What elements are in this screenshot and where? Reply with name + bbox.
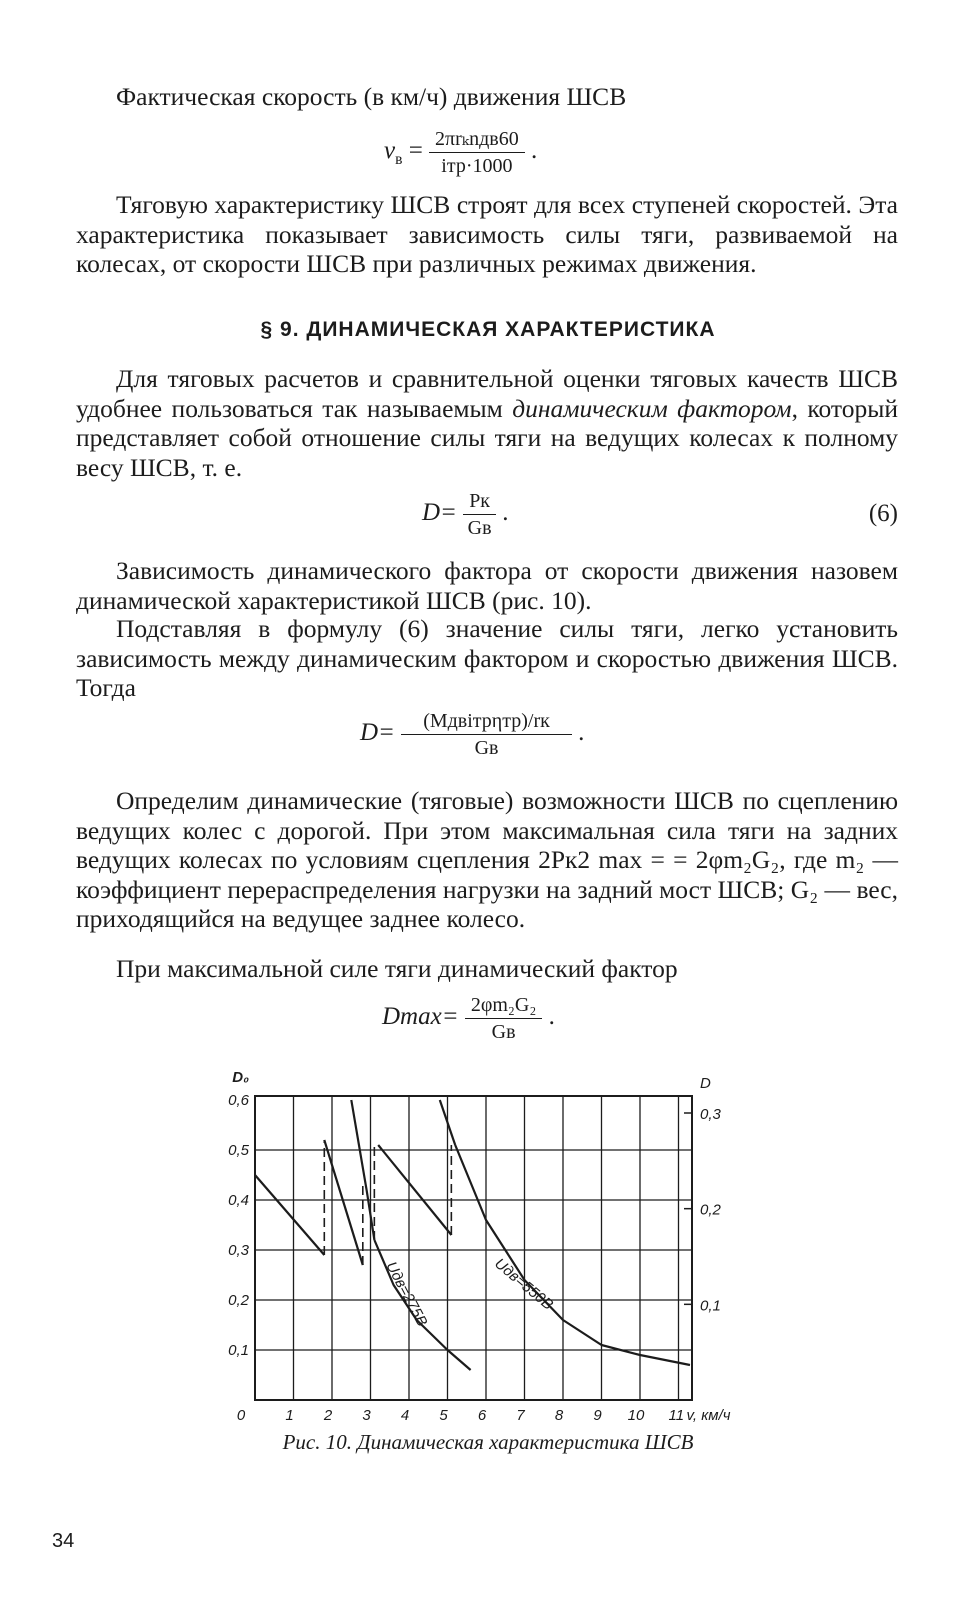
series-line bbox=[324, 1140, 363, 1265]
x-tick-label: 6 bbox=[477, 1407, 487, 1424]
x-tick-label: 10 bbox=[627, 1407, 645, 1424]
x-tick-label: 11 bbox=[668, 1407, 685, 1424]
paragraph-max-traction: При максимальной силе тяги динамический фактор bbox=[116, 954, 678, 983]
x-tick-label: 8 bbox=[554, 1407, 564, 1424]
y-tick-label-right: 0,2 bbox=[700, 1201, 721, 1219]
x-axis-label: v, км/ч bbox=[686, 1407, 731, 1424]
y-tick-label-left: 0,6 bbox=[228, 1092, 249, 1109]
series-line bbox=[455, 1145, 690, 1365]
x-tick-label: 3 bbox=[362, 1407, 371, 1424]
formula-speed: $v_в$ = $\frac{\text{2πrₖnдв60}}{\text{iтр·1000}}$ . bbox=[384, 128, 538, 177]
paragraph-dynamic-factor: Для тяговых расчетов и сравнительной оценки тяговых качеств ШСВ удобнее пользоваться так называемым динамическим фактором, который представляет собой отношение силы тяги на ведущих колесах к полному весу ШСВ, т. е. bbox=[76, 364, 898, 482]
paragraph-traction: Тяговую характеристику ШСВ строят для всех ступеней скоростей. Эта характеристика показывает зависимость силы тяги, развиваемой на колесах, от скорости ШСВ при различных режимах движения. bbox=[76, 190, 898, 278]
series-label: Uдв=275В bbox=[382, 1258, 431, 1330]
x-tick-label: 0 bbox=[236, 1407, 246, 1424]
section-heading: § 9. ДИНАМИЧЕСКАЯ ХАРАКТЕРИСТИКА bbox=[260, 318, 716, 341]
x-tick-label: 7 bbox=[516, 1407, 525, 1424]
x-tick-label: 9 bbox=[593, 1407, 602, 1424]
x-tick-label: 5 bbox=[439, 1407, 448, 1424]
formula-d-expanded: D= $\frac{\text{(Mдвiтрηтр)/rк}}{Gв}$ . bbox=[360, 710, 585, 759]
paragraph-substitution: Подставляя в формулу (6) значение силы тяги, легко установить зависимость между динамическим фактором и скоростью движения ШСВ. Тогда bbox=[76, 614, 898, 702]
y-tick-label-left: 0,5 bbox=[228, 1142, 249, 1159]
series-line bbox=[378, 1145, 451, 1235]
y-tick-label-left: 0,3 bbox=[228, 1242, 249, 1259]
y-tick-label-left: 0,4 bbox=[228, 1192, 249, 1209]
y-tick-label-right: 0,1 bbox=[700, 1297, 721, 1315]
figure-caption: Рис. 10. Динамическая характеристика ШСВ bbox=[282, 1430, 694, 1454]
plot-frame bbox=[255, 1096, 692, 1400]
formula-6: D= $\frac{Pк}{Gв}$ . bbox=[422, 490, 509, 539]
series-label: Uдв=550В bbox=[491, 1255, 557, 1314]
series-line bbox=[255, 1175, 324, 1255]
y-tick-label-left: 0,1 bbox=[228, 1342, 249, 1359]
x-tick-label: 1 bbox=[285, 1407, 294, 1424]
paragraph-adhesion: Определим динамические (тяговые) возможности ШСВ по сцеплению ведущих колес с дорогой. При этом максимальная сила тяги на задних ведущих колесах по условиям сцепления 2Pк2 max = = 2φm₂G₂, где m₂ — коэффициент перераспределения нагрузки на задний мост ШСВ; G₂ — вес, приходящийся на ведущее заднее колесо. bbox=[76, 786, 898, 933]
y-tick-label-left: 0,2 bbox=[228, 1292, 249, 1309]
y-tick-label-right: 0,3 bbox=[700, 1106, 721, 1123]
paragraph-definition: Зависимость динамического фактора от скорости движения назовем динамической характеристикой ШСВ (рис. 10). bbox=[76, 556, 898, 615]
y-axis-label-right: D bbox=[700, 1075, 711, 1092]
page-number: 34 bbox=[52, 1530, 75, 1552]
formula-dmax: Dmax= $\frac{\text{2φm₂G₂}}{Gв}$ . bbox=[382, 994, 555, 1043]
intro-line: Фактическая скорость (в км/ч) движения ШСВ bbox=[116, 82, 627, 111]
x-tick-label: 4 bbox=[400, 1407, 410, 1424]
y-axis-label-left: D₀ bbox=[232, 1069, 249, 1086]
equation-number: (6) bbox=[868, 500, 898, 527]
x-tick-label: 2 bbox=[323, 1407, 333, 1424]
